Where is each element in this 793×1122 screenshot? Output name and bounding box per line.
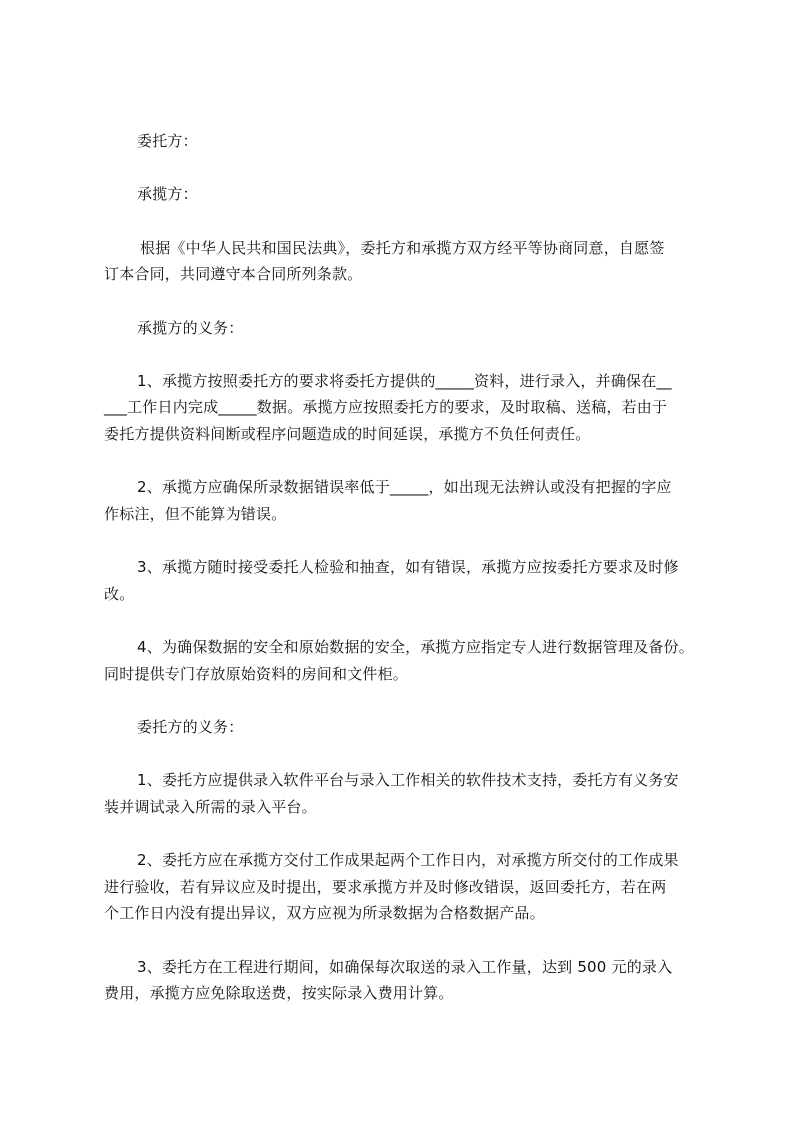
preamble-line-1: 根据《中华人民共和国民法典》，委托方和承揽方双方经平等协商同意，自愿签 [140,239,665,257]
contractor-clause-1-line-2: ___工作日内完成_____数据。承揽方应按照委托方的要求，及时取稿、送稿，若由于 [104,398,668,416]
contractor-clause-4-line-2: 同时提供专门存放原始资料的房间和文件柜。 [104,665,409,683]
client-clause-3-line-2: 费用，承揽方应免除取送费，按实际录入费用计算。 [104,984,454,1002]
client-clause-3-line-1: 3、委托方在工程进行期间，如确保每次取送的录入工作量，达到 500 元的录入 [137,958,673,976]
client-clause-1-line-1: 1、委托方应提供录入软件平台与录入工作相关的软件技术支持，委托方有义务安 [137,771,679,789]
client-party-label: 委托方： [137,132,198,150]
preamble-line-2: 订本合同，共同遵守本合同所列条款。 [104,265,363,283]
contractor-clause-3-line-2: 改。 [104,585,135,603]
client-obligations-heading: 委托方的义务： [137,718,244,736]
contractor-obligations-heading: 承揽方的义务： [137,319,244,337]
client-clause-1-line-2: 装并调试录入所需的录入平台。 [104,798,317,816]
client-clause-2-line-3: 个工作日内没有提出异议，双方应视为所录数据为合格数据产品。 [104,904,545,922]
contractor-clause-2-line-2: 作标注，但不能算为错误。 [104,505,287,523]
contractor-clause-2-line-1: 2、承揽方应确保所录数据错误率低于_____，如出现无法辨认或没有把握的字应 [137,478,672,496]
contractor-clause-3-line-1: 3、承揽方随时接受委托人检验和抽查，如有错误，承揽方应按委托方要求及时修 [137,558,679,576]
contractor-clause-1-line-1: 1、承揽方按照委托方的要求将委托方提供的_____资料，进行录入，并确保在__ [137,372,672,390]
contractor-clause-4-line-1: 4、为确保数据的安全和原始数据的安全，承揽方应指定专人进行数据管理及备份。 [137,638,694,656]
contractor-clause-1-line-3: 委托方提供资料间断或程序问题造成的时间延误，承揽方不负任何责任。 [104,425,591,443]
contractor-party-label: 承揽方： [137,185,198,203]
client-clause-2-line-2: 进行验收，若有异议应及时提出，要求承揽方并及时修改错误，返回委托方，若在两 [104,878,667,896]
client-clause-2-line-1: 2、委托方应在承揽方交付工作成果起两个工作日内，对承揽方所交付的工作成果 [137,851,679,869]
